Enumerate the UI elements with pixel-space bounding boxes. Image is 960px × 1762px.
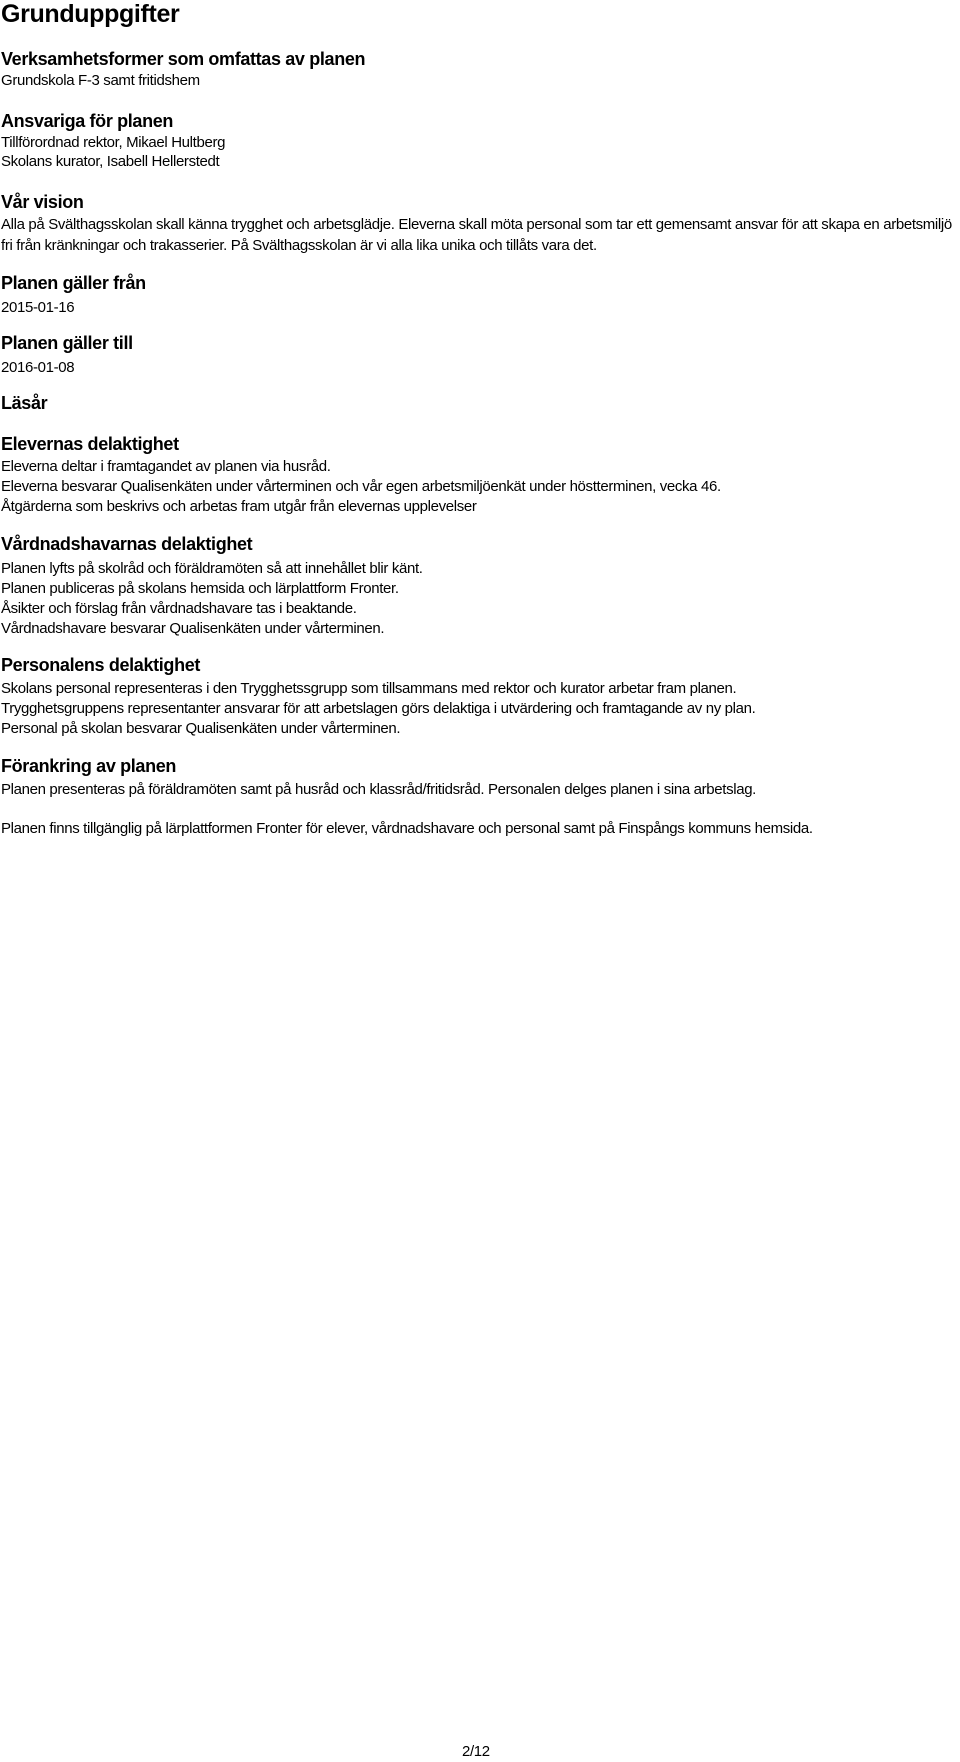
valid-to-heading: Planen gäller till (1, 333, 133, 353)
elevernas-heading: Elevernas delaktighet (1, 434, 179, 454)
vardnadshavarnas-line: Planen lyfts på skolråd och föräldramöten så att innehållet blir känt. (1, 560, 423, 577)
lasar-heading: Läsår (1, 393, 48, 413)
vision-text: Alla på Svälthagsskolan skall känna trygghet och arbetsglädje. Eleverna skall möta personal som tar ett gemensamt ansvar för att skapa en arbetsmiljö fri från kränkningar och trakasserier. På Svälthagsskolan är vi alla lika unika och tillåts vara det. (1, 216, 952, 254)
vardnadshavarnas-line: Vårdnadshavare besvarar Qualisenkäten under vårterminen. (1, 620, 385, 637)
ansvariga-line: Tillförordnad rektor, Mikael Hultberg (1, 134, 226, 151)
elevernas-line: Eleverna besvarar Qualisenkäten under vårterminen och vår egen arbetsmiljöenkät under höstterminen, vecka 46. (1, 478, 721, 495)
valid-from-date: 2015-01-16 (1, 299, 75, 316)
forankring-line: Planen presenteras på föräldramöten samt på husråd och klassråd/fritidsråd. Personalen delges planen i sina arbetslag. (1, 781, 756, 798)
personalens-line: Personal på skolan besvarar Qualisenkäten under vårterminen. (1, 720, 401, 737)
forankring-line: Planen finns tillgänglig på lärplattformen Fronter för elever, vårdnadshavare och personal samt på Finspångs kommuns hemsida. (1, 820, 813, 837)
elevernas-line: Åtgärderna som beskrivs och arbetas fram utgår från elevernas upplevelser (1, 498, 477, 515)
ansvariga-heading: Ansvariga för planen (1, 111, 174, 131)
vardnadshavarnas-line: Planen publiceras på skolans hemsida och lärplattform Fronter. (1, 580, 399, 597)
personalens-heading: Personalens delaktighet (1, 655, 201, 675)
verksamhetsformer-heading: Verksamhetsformer som omfattas av planen (1, 49, 366, 69)
ansvariga-line: Skolans kurator, Isabell Hellerstedt (1, 153, 220, 170)
page-number: 2/12 (462, 1743, 490, 1760)
personalens-line: Skolans personal representeras i den Trygghetssgrupp som tillsammans med rektor och kurator arbetar fram planen. (1, 680, 737, 697)
valid-from-heading: Planen gäller från (1, 273, 146, 293)
vardnadshavarnas-line: Åsikter och förslag från vårdnadshavare tas i beaktande. (1, 600, 357, 617)
page-title: Grunduppgifter (1, 0, 180, 28)
forankring-heading: Förankring av planen (1, 756, 177, 776)
personalens-line: Trygghetsgruppens representanter ansvarar för att arbetslagen görs delaktiga i utvärdering och framtagande av ny plan. (1, 700, 756, 717)
elevernas-line: Eleverna deltar i framtagandet av planen via husråd. (1, 458, 331, 475)
vardnadshavarnas-heading: Vårdnadshavarnas delaktighet (1, 534, 253, 554)
verksamhetsformer-text: Grundskola F-3 samt fritidshem (1, 72, 200, 89)
vision-heading: Vår vision (1, 192, 84, 212)
valid-to-date: 2016-01-08 (1, 359, 75, 376)
